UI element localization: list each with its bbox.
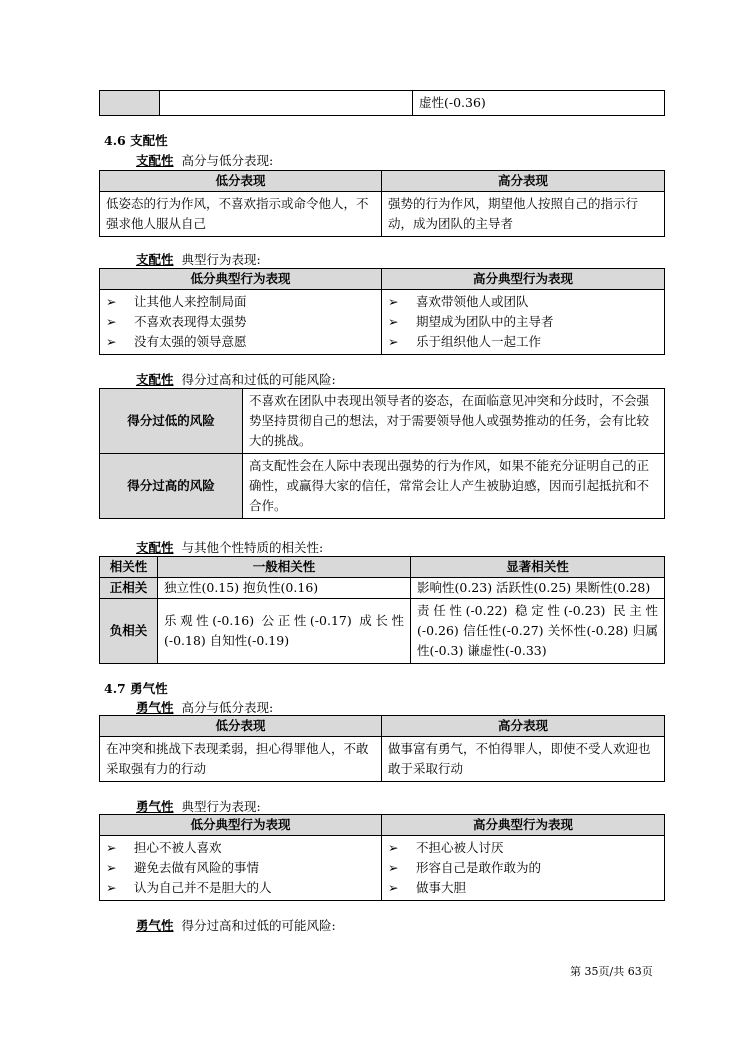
label-text: 与其他个性特质的相关性:: [181, 540, 324, 555]
trait-name: 支配性: [136, 372, 174, 387]
label-text: 高分与低分表现:: [181, 153, 274, 168]
section-heading-4-7: 4.7 勇气性: [104, 681, 168, 696]
top-table-cell-1: [100, 91, 160, 116]
corr-header-significant: 显著相关性: [411, 557, 665, 578]
trait-name: 勇气性: [136, 700, 174, 715]
high-header: 高分表现: [382, 171, 665, 192]
high-low-table-dominance: [99, 170, 665, 237]
high-header: 高分表现: [382, 716, 665, 737]
arrow-bullet-icon: ➢: [388, 860, 399, 875]
arrow-bullet-icon: ➢: [106, 880, 117, 895]
high-typical-list: [382, 836, 665, 901]
trait-name: 支配性: [136, 540, 174, 555]
positive-general: 独立性(0.15) 抱负性(0.16): [158, 578, 411, 599]
top-table-cell-3: 虚性(-0.36): [413, 91, 665, 116]
high-risk-label: 得分过高的风险: [100, 454, 243, 519]
list-item: ➢ 没有太强的领导意愿: [106, 332, 375, 352]
label-risk: [136, 916, 336, 934]
label-text: 典型行为表现:: [181, 799, 261, 814]
arrow-bullet-icon: ➢: [106, 860, 117, 875]
low-typical-header: 低分典型行为表现: [100, 269, 382, 290]
trait-name: 支配性: [136, 252, 174, 267]
low-text: 低姿态的行为作风，不喜欢指示或命令他人，不强求他人服从自己: [100, 192, 382, 237]
arrow-bullet-icon: ➢: [106, 314, 117, 329]
trait-name: 勇气性: [136, 799, 174, 814]
list-item: ➢ 乐于组织他人一起工作: [388, 332, 658, 352]
low-typical-header: 低分典型行为表现: [100, 815, 382, 836]
high-typical-header: 高分典型行为表现: [382, 269, 665, 290]
typical-behavior-table-dominance: [99, 268, 665, 355]
arrow-bullet-icon: ➢: [388, 880, 399, 895]
positive-label: 正相关: [100, 578, 158, 599]
negative-significant: 责任性(-0.22) 稳定性(-0.23) 民主性(-0.26) 信任性(-0.27) 关怀性(-0.28) 归属性(-0.3) 谦虚性(-0.33): [411, 599, 665, 664]
high-text: 做事富有勇气，不怕得罪人，即使不受人欢迎也敢于采取行动: [382, 737, 665, 782]
top-table-fragment: [99, 90, 665, 116]
correlation-table-dominance: [99, 556, 665, 664]
arrow-bullet-icon: ➢: [388, 840, 399, 855]
low-risk-text: 不喜欢在团队中表现出领导者的姿态，在面临意见冲突和分歧时，不会强势坚持贯彻自己的想法，对于需要领导他人或强势推动的任务，会有比较大的挑战。: [243, 389, 665, 454]
label-text: 得分过高和过低的可能风险:: [181, 372, 336, 387]
high-low-table-courage: [99, 715, 665, 782]
trait-name: 支配性: [136, 153, 174, 168]
label-text: 典型行为表现:: [181, 252, 261, 267]
section-heading-4-6: 4.6 支配性: [104, 133, 168, 148]
risk-table-dominance: [99, 388, 665, 519]
arrow-bullet-icon: ➢: [388, 334, 399, 349]
low-risk-label: 得分过低的风险: [100, 389, 243, 454]
corr-header-type: 相关性: [100, 557, 158, 578]
label-correlation: [136, 538, 323, 556]
arrow-bullet-icon: ➢: [388, 294, 399, 309]
positive-significant: 影响性(0.23) 活跃性(0.25) 果断性(0.28): [411, 578, 665, 599]
top-table-cell-2: [160, 91, 413, 116]
high-typical-list: [382, 290, 665, 355]
low-typical-list: [100, 836, 382, 901]
list-item: ➢ 期望成为团队中的主导者: [388, 312, 658, 332]
list-item: ➢ 不喜欢表现得太强势: [106, 312, 375, 332]
label-high-low: [136, 698, 273, 716]
label-high-low: [136, 151, 273, 169]
list-item: ➢ 让其他人来控制局面: [106, 292, 375, 312]
page-number: 第 35页/共 63页: [570, 965, 653, 978]
typical-behavior-table-courage: [99, 814, 665, 901]
list-item: ➢ 担心不被人喜欢: [106, 838, 375, 858]
list-item: ➢ 喜欢带领他人或团队: [388, 292, 658, 312]
low-text: 在冲突和挑战下表现柔弱，担心得罪他人，不敢采取强有力的行动: [100, 737, 382, 782]
label-risk: [136, 370, 336, 388]
trait-name: 勇气性: [136, 918, 174, 933]
arrow-bullet-icon: ➢: [106, 334, 117, 349]
negative-general: 乐观性(-0.16) 公正性(-0.17) 成长性(-0.18) 自知性(-0.19): [158, 599, 411, 664]
low-typical-list: [100, 290, 382, 355]
low-header: 低分表现: [100, 716, 382, 737]
list-item: ➢ 不担心被人讨厌: [388, 838, 658, 858]
high-typical-header: 高分典型行为表现: [382, 815, 665, 836]
label-text: 得分过高和过低的可能风险:: [181, 918, 336, 933]
list-item: ➢ 认为自己并不是胆大的人: [106, 878, 375, 898]
label-text: 高分与低分表现:: [181, 700, 274, 715]
list-item: ➢ 形容自己是敢作敢为的: [388, 858, 658, 878]
corr-header-general: 一般相关性: [158, 557, 411, 578]
arrow-bullet-icon: ➢: [106, 294, 117, 309]
list-item: ➢ 避免去做有风险的事情: [106, 858, 375, 878]
high-text: 强势的行为作风，期望他人按照自己的指示行动，成为团队的主导者: [382, 192, 665, 237]
list-item: ➢ 做事大胆: [388, 878, 658, 898]
negative-label: 负相关: [100, 599, 158, 664]
high-risk-text: 高支配性会在人际中表现出强势的行为作风，如果不能充分证明自己的正确性，或赢得大家的信任，常常会让人产生被胁迫感，因而引起抵抗和不合作。: [243, 454, 665, 519]
label-typical: [136, 797, 261, 815]
low-header: 低分表现: [100, 171, 382, 192]
arrow-bullet-icon: ➢: [388, 314, 399, 329]
arrow-bullet-icon: ➢: [106, 840, 117, 855]
label-typical: [136, 250, 261, 268]
